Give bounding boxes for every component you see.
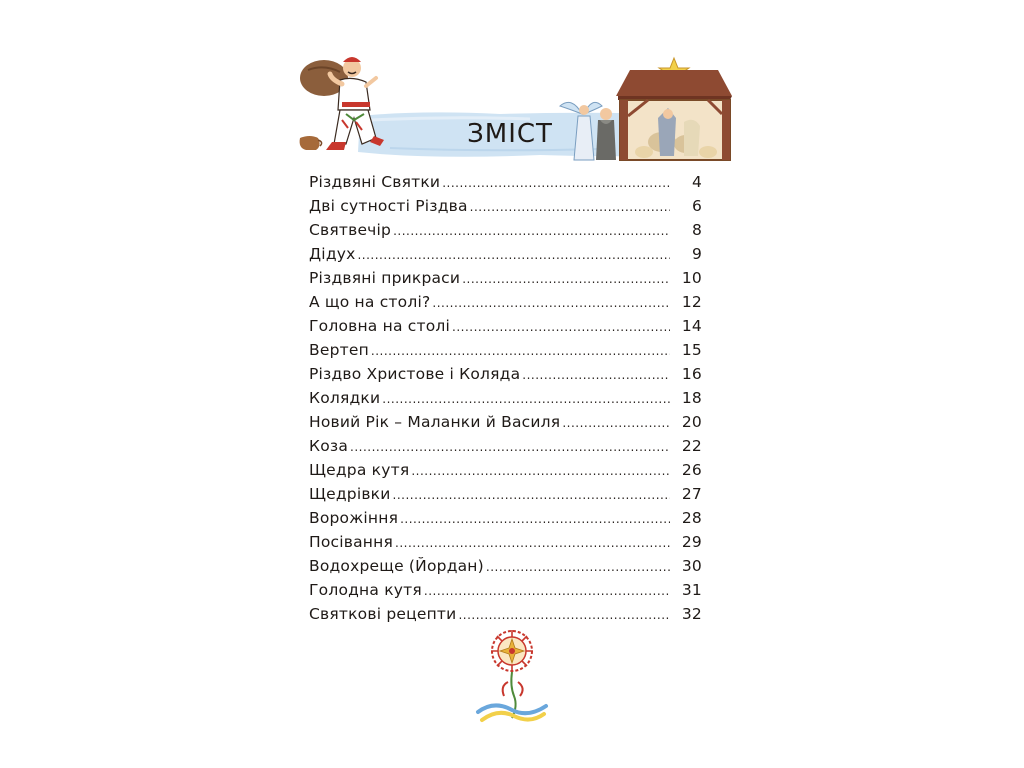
toc-entry-page: 28 <box>681 509 702 527</box>
toc-entry-page: 14 <box>681 317 702 335</box>
toc-leader-dots <box>432 291 670 315</box>
kozak-with-sack-icon <box>296 50 406 164</box>
toc-leader-dots <box>562 411 670 435</box>
toc-entry[interactable] <box>309 602 702 626</box>
toc-entry-title: Дві сутності Різдва <box>309 197 468 215</box>
toc-entry-title: Різдвяні прикраси <box>309 269 461 287</box>
toc-entry-page: 6 <box>691 197 702 215</box>
toc-leader-dots <box>400 507 670 531</box>
toc-entry-page: 12 <box>681 293 702 311</box>
toc-entry[interactable] <box>309 530 702 554</box>
toc-leader-dots <box>442 171 670 195</box>
toc-entry-page: 18 <box>681 389 702 407</box>
toc-entry-title: А що на столі? <box>309 293 431 311</box>
toc-entry[interactable] <box>309 362 702 386</box>
toc-leader-dots <box>350 435 670 459</box>
toc-entry-page: 29 <box>681 533 702 551</box>
toc-entry[interactable] <box>309 170 702 194</box>
toc-entry-page: 26 <box>681 461 702 479</box>
toc-leader-dots <box>462 267 670 291</box>
toc-entry-title: Святкові рецепти <box>309 605 457 623</box>
sun-flower-ornament-icon <box>474 626 550 730</box>
toc-leader-dots <box>452 315 670 339</box>
toc-entry-title: Щедрівки <box>309 485 391 503</box>
toc-entry[interactable] <box>309 266 702 290</box>
toc-leader-dots <box>522 363 670 387</box>
toc-entry[interactable] <box>309 218 702 242</box>
toc-entry-title: Ворожіння <box>309 509 399 527</box>
toc-entry[interactable] <box>309 434 702 458</box>
nativity-scene-icon <box>558 56 733 172</box>
toc-entry-title: Колядки <box>309 389 381 407</box>
toc-entry-page: 20 <box>681 413 702 431</box>
toc-entry-title: Коза <box>309 437 349 455</box>
toc-leader-dots <box>393 219 670 243</box>
toc-entry[interactable] <box>309 482 702 506</box>
toc-entry-page: 22 <box>681 437 702 455</box>
toc-entry-page: 15 <box>681 341 702 359</box>
toc-entry[interactable] <box>309 506 702 530</box>
toc-entry-page: 10 <box>681 269 702 287</box>
toc-entry-title: Вертеп <box>309 341 369 359</box>
toc-entry[interactable] <box>309 458 702 482</box>
toc-entry-page: 16 <box>681 365 702 383</box>
toc-entry-page: 30 <box>681 557 702 575</box>
toc-entry-title: Різдво Христове і Коляда <box>309 365 521 383</box>
toc-entry-page: 9 <box>691 245 702 263</box>
toc-entry-title: Святвечір <box>309 221 392 239</box>
toc-entry-title: Головна на столі <box>309 317 451 335</box>
toc-leader-dots <box>458 603 670 627</box>
toc-leader-dots <box>470 195 670 219</box>
toc-entry-title: Різдвяні Святки <box>309 173 441 191</box>
toc-leader-dots <box>393 483 670 507</box>
toc-entry-page: 4 <box>691 173 702 191</box>
toc-leader-dots <box>486 555 670 579</box>
toc-entry[interactable] <box>309 410 702 434</box>
toc-entry-title: Дідух <box>309 245 356 263</box>
toc-entry-title: Водохреще (Йордан) <box>309 557 484 575</box>
toc-leader-dots <box>424 579 670 603</box>
toc-entry-page: 32 <box>681 605 702 623</box>
toc-entry-title: Посівання <box>309 533 393 551</box>
toc-entry[interactable] <box>309 314 702 338</box>
toc-entry-page: 27 <box>681 485 702 503</box>
toc-entry[interactable] <box>309 338 702 362</box>
toc-entry-title: Голодна кутя <box>309 581 422 599</box>
toc-entry[interactable] <box>309 386 702 410</box>
page-title: ЗМІСТ <box>467 119 553 149</box>
toc-leader-dots <box>411 459 670 483</box>
toc-entry[interactable] <box>309 290 702 314</box>
toc-leader-dots <box>382 387 670 411</box>
toc-entry[interactable] <box>309 578 702 602</box>
toc-leader-dots <box>357 243 670 267</box>
toc-entry[interactable] <box>309 554 702 578</box>
toc-entry-title: Новий Рік – Маланки й Василя <box>309 413 561 431</box>
toc-entry[interactable] <box>309 194 702 218</box>
toc-entry-page: 8 <box>691 221 702 239</box>
toc-entry-title: Щедра кутя <box>309 461 410 479</box>
toc-entry-page: 31 <box>681 581 702 599</box>
table-of-contents <box>309 170 702 626</box>
toc-leader-dots <box>371 339 670 363</box>
toc-entry[interactable] <box>309 242 702 266</box>
toc-leader-dots <box>395 531 670 555</box>
